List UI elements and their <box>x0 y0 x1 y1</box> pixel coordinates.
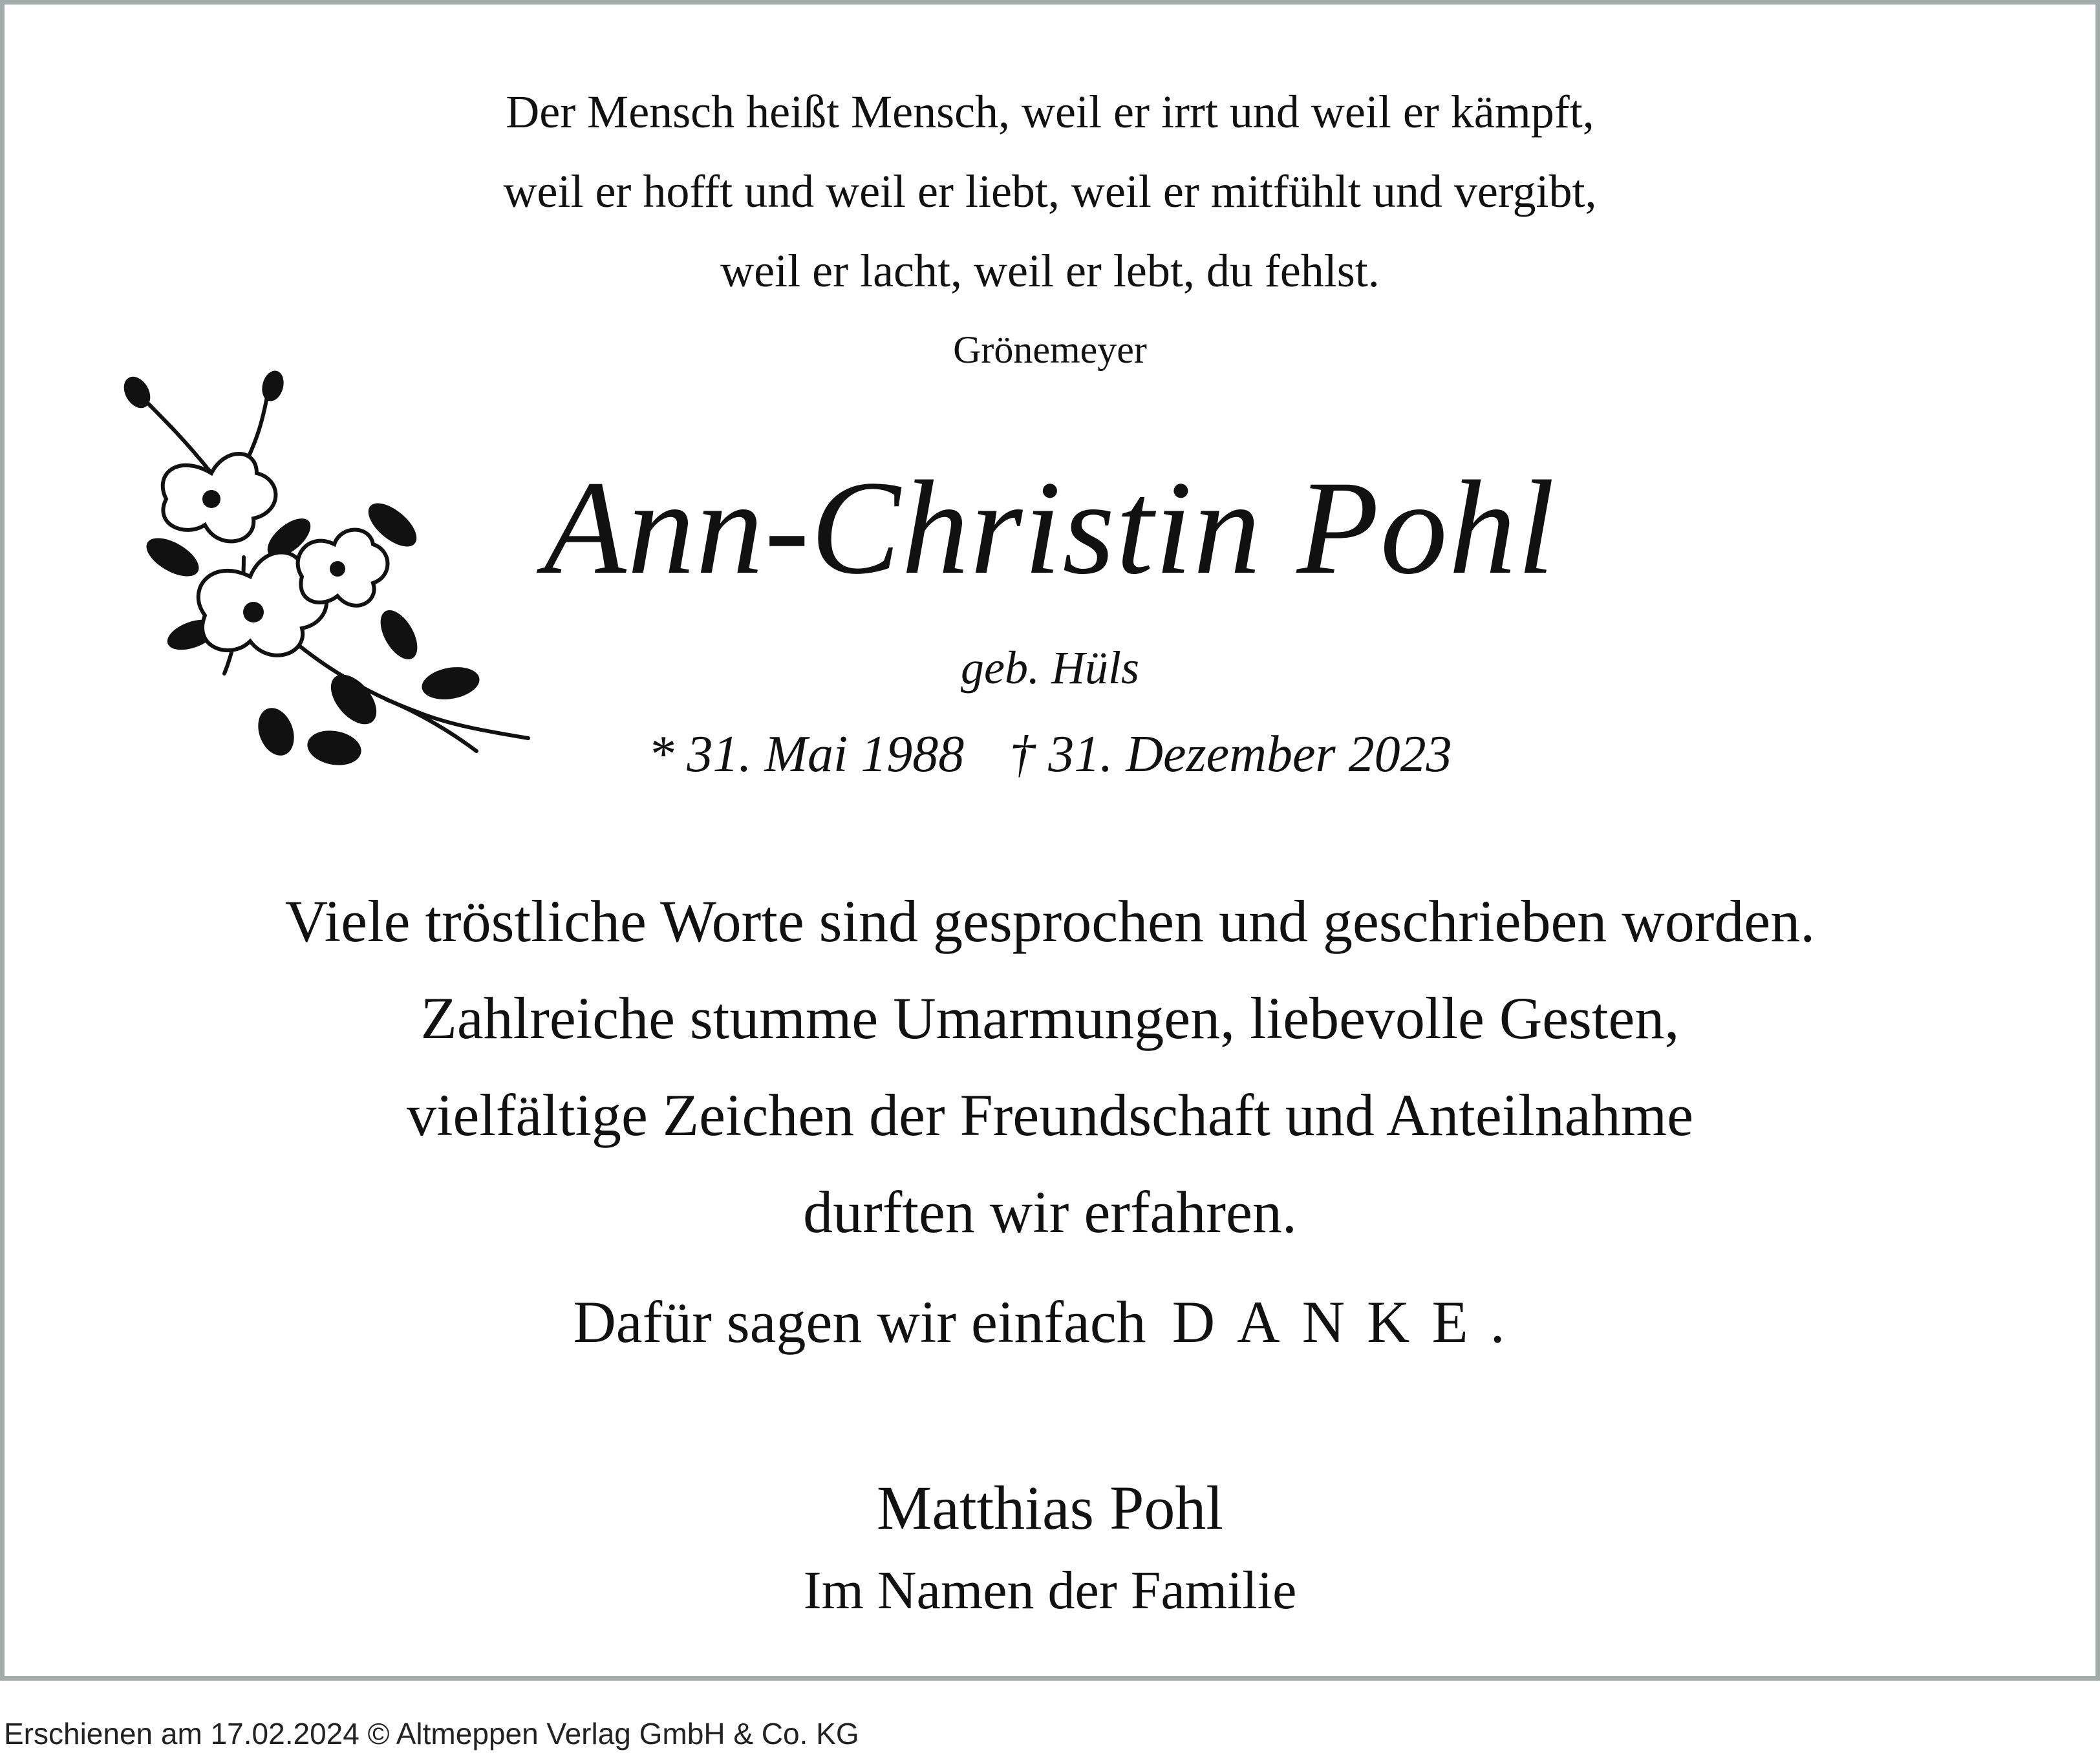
quote-line-1: Der Mensch heißt Mensch, weil er irrt und weil er kämpft, <box>506 86 1594 138</box>
message-line-3: vielfältige Zeichen der Freundschaft und Anteilnahme <box>406 1082 1694 1148</box>
signer-name: Matthias Pohl <box>876 1473 1223 1542</box>
message-line-4: durften wir erfahren. <box>803 1179 1297 1245</box>
publication-footer: Erschienen am 17.02.2024 © Altmeppen Verlag GmbH & Co. KG <box>4 1717 859 1750</box>
deceased-name: Ann-Christin Pohl <box>544 453 1556 602</box>
death-date: † 31. Dezember 2023 <box>1009 726 1452 783</box>
signer-subtitle: Im Namen der Familie <box>803 1560 1297 1621</box>
thanks-line <box>5 1288 2095 1356</box>
quote-author: Grönemeyer <box>953 328 1147 371</box>
life-dates <box>5 725 2095 784</box>
message-line-1: Viele tröstliche Worte sind gesprochen und geschrieben worden. <box>284 888 1816 954</box>
birth-date: * 31. Mai 1988 <box>648 726 965 783</box>
thanks-prefix: Dafür sagen wir einfach <box>573 1289 1146 1355</box>
maiden-name: geb. Hüls <box>961 642 1139 694</box>
thanks-word: DANKE. <box>1172 1289 1527 1355</box>
message-line-2: Zahlreiche stumme Umarmungen, liebevolle Gesten, <box>420 985 1680 1051</box>
quote-line-3: weil er lacht, weil er lebt, du fehlst. <box>720 245 1380 297</box>
quote-line-2: weil er hofft und weil er liebt, weil er mitfühlt und vergibt, <box>503 165 1597 217</box>
